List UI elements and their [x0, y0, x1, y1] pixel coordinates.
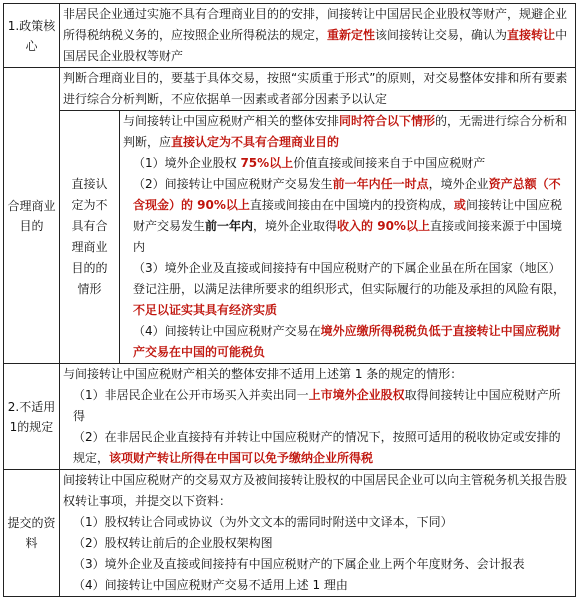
direct-item-1-b: 价值直接或间接来自于中国应税财产	[293, 156, 486, 170]
not-applicable-item-1-red: 上市境外企业股权	[308, 388, 405, 402]
direct-item-3-red: 不足以证实其具有经济实质	[133, 303, 278, 317]
row-submitted-materials	[4, 470, 576, 597]
direct-item-2-red: 前一年内任一时点	[332, 177, 429, 191]
row-policy-core	[4, 4, 576, 68]
materials-item-3: （3）境外企业及直接或间接持有中国应税财产的下属企业上两个年度财务、会计报表	[73, 557, 525, 571]
direct-lead	[123, 111, 572, 153]
policy-core-text-c: 中国居民企业股权等财产	[63, 28, 568, 63]
direct-item-3	[123, 258, 572, 321]
text-policy-core	[60, 4, 576, 68]
direct-item-2-a: （2）间接转让中国应税财产交易发生	[133, 177, 333, 191]
direct-item-2-blk: 前一年内	[205, 219, 254, 233]
not-applicable-item-2-red: 该项财产转让所得在中国可以免予缴纳企业所得税	[109, 451, 374, 465]
direct-item-2-red3: 或	[453, 198, 466, 212]
policy-core-red-b: 直接转让	[507, 28, 556, 42]
direct-item-2	[123, 174, 572, 258]
not-applicable-item-1-b: 取得间接转让中国应税财产所得	[73, 388, 561, 423]
label-not-applicable: 2.不适用1的规定	[4, 364, 60, 470]
materials-item-1: （1）股权转让合同或协议（为外文文本的需同时附送中文译本，下同）	[73, 515, 453, 529]
direct-item-2-c: 直接或间接由在中国境内的投资构成，	[249, 198, 454, 212]
direct-item-2-f: 直接或间接来源于中国境内	[133, 219, 562, 254]
direct-item-4-a: （4）间接转让中国应税财产交易在	[133, 324, 321, 338]
not-applicable-item-2	[63, 427, 572, 469]
row-direct-determination	[4, 111, 576, 364]
materials-item-4: （4）间接转让中国应税财产交易不适用上述 1 理由	[73, 578, 348, 592]
label-submitted-materials: 提交的资料	[4, 470, 60, 597]
direct-item-2-red4: 收入的 90%以上	[337, 219, 430, 233]
direct-item-2-d: 间接转让中国应税财产交易发生	[133, 198, 562, 233]
not-applicable-lead: 与间接转让中国应税财产相关的整体安排不适用上述第 1 条的规定的情形：	[63, 367, 463, 381]
text-not-applicable	[60, 364, 576, 470]
policy-table-container	[3, 3, 575, 597]
text-direct-determination	[120, 111, 576, 364]
materials-item-2: （2）股权转让前后的企业股权架构图	[73, 536, 273, 550]
row-not-applicable	[4, 364, 576, 470]
direct-item-3-a: （3）境外企业及直接或间接持有中国应税财产的下属企业虽在所在国家（地区）登记注册，以满足法律所要求的组织形式，但实际履行的功能及承担的风险有限，	[133, 261, 566, 296]
direct-item-4	[123, 321, 572, 363]
not-applicable-item-1	[63, 385, 572, 427]
direct-item-2-e: ，境外企业取得	[253, 219, 338, 233]
direct-lead-a: 与间接转让中国应税财产相关的整体安排	[123, 114, 340, 128]
policy-core-text-a: 非居民企业通过实施不具有合理商业目的的安排，间接转让中国居民企业股权等财产，规避企业所得税纳税义务的，应按照企业所得税法的规定，	[63, 7, 568, 42]
label-policy-core: 1.政策核心	[4, 4, 60, 68]
label-direct-determination: 直接认定为不具有合理商业目的的情形	[60, 111, 120, 364]
direct-lead-b: 的，无需进行综合分析和判断，应	[123, 114, 568, 149]
policy-table	[3, 3, 576, 597]
direct-item-1	[123, 153, 572, 174]
direct-lead-red: 同时符合以下情形	[339, 114, 436, 128]
materials-lead: 间接转让中国应税财产的交易双方及被间接转让股权的中国居民企业可以向主管税务机关报告股权转让事项，并提交以下资料：	[63, 473, 568, 508]
direct-item-1-red: 75%以上	[240, 156, 294, 170]
policy-core-red-a: 重新定性	[327, 28, 376, 42]
not-applicable-item-2-a: （2）在非居民企业直接持有并转让中国应税财产的情况下，按照可适用的税收协定或安排的规定，	[73, 430, 561, 465]
direct-item-1-a: （1）境外企业股权	[133, 156, 241, 170]
not-applicable-item-1-a: （1）非居民企业在公开市场买入并卖出同一	[73, 388, 309, 402]
direct-lead-red2: 直接认定为不具有合理商业目的	[171, 135, 340, 149]
direct-item-2-red2: 资产总额（不含现金）的 90%以上	[133, 177, 561, 212]
text-reasonable-purpose-intro: 判断合理商业目的，要基于具体交易，按照“实质重于形式”的原则，对交易整体安排和所有要素进行综合分析判断，不应依据单一因素或者部分因素予以认定	[60, 68, 576, 111]
row-reasonable-purpose-intro	[4, 68, 576, 111]
policy-core-text-b: 该间接转让交易，确认为	[375, 28, 508, 42]
direct-item-2-b: ，境外企业	[428, 177, 489, 191]
text-submitted-materials	[60, 470, 576, 597]
label-reasonable-purpose: 合理商业目的	[4, 68, 60, 364]
direct-item-4-red: 境外应缴所得税税负低于直接转让中国应税财产交易在中国的可能税负	[133, 324, 561, 359]
